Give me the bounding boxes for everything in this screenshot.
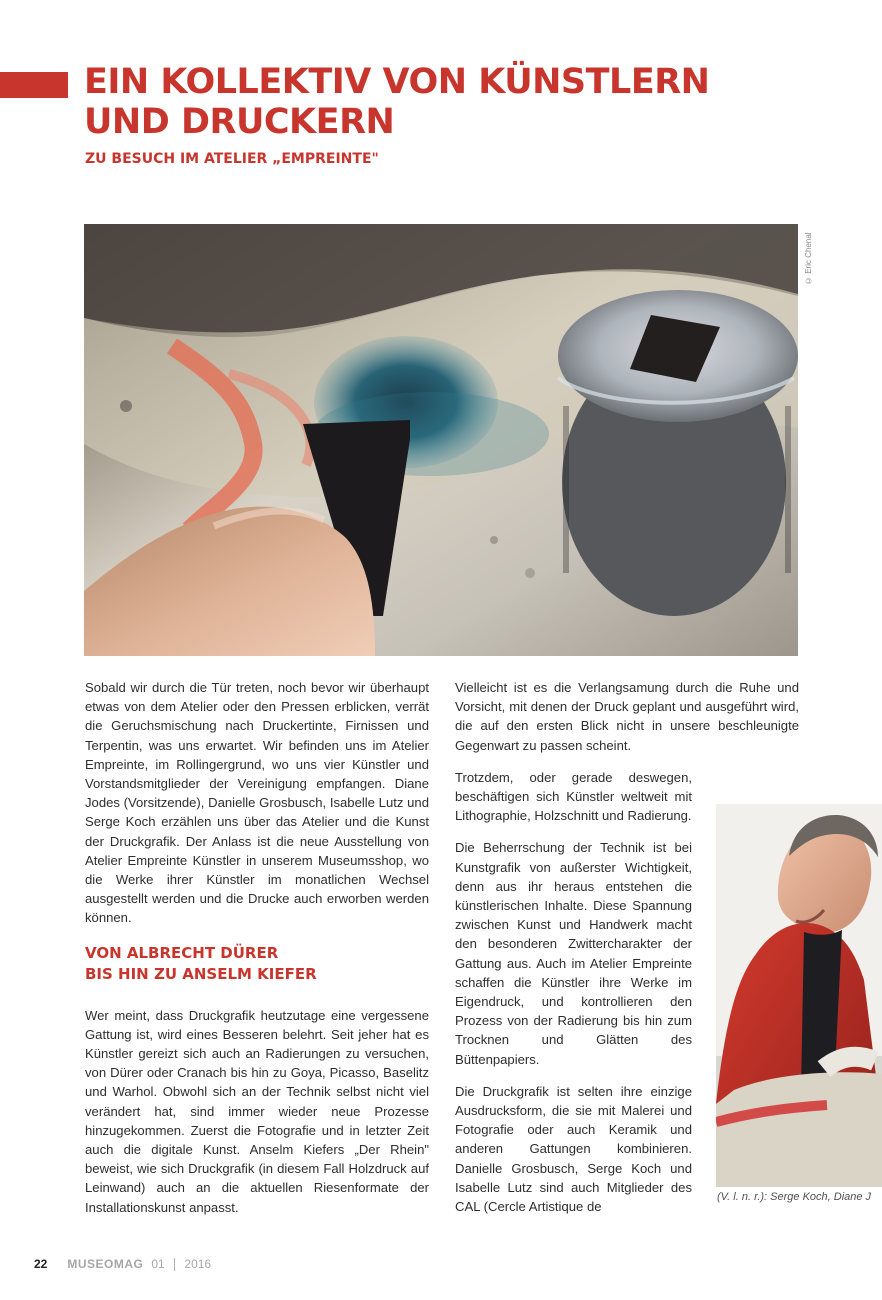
article-paragraph-2: Wer meint, dass Druckgrafik heutzutage eine vergessene Gattung ist, wird eines Besseren belehrt. Seit jeher hat es Künstler gereizt sich auch an Radierungen zu versuchen, von Dürer oder Cranach bis hin zu Goya, Picasso, Baselitz und Warhol. Obwohl sich an der Technik selbst nicht viel verändert hat, sind immer wieder neue Prozesse hinzugekommen. Zuerst die Fotografie und in letzter Zeit auch die digitale Kunst. Anselm Kiefers „Der Rhein" beweist, wie sich Druckgrafik (in diesem Fall Holzdruck auf Leinwand) auch an die aktuellen Riesenformate der Installationskunst anpasst.: [85, 1007, 429, 1215]
article-column-right-paragraph-1: Trotzdem, oder gerade deswegen, beschäftigen sich Künstler weltweit mit Lithographie, Holzschnitt und Radierung.: [455, 769, 692, 824]
ink-speck-2: [490, 536, 498, 544]
article-intro-paragraph: Sobald wir durch die Tür treten, noch bevor wir überhaupt etwas von dem Atelier oder den Pressen erblicken, verrät die Geruchsmischung nach Druckertinte, Firnissen und Terpentin, was uns erwartet. Wir befinden uns im Atelier Empreinte, im Rollingergrund, wo uns vier Künstler und Vorstandsmitglieder der Vereinigung empfangen. Diane Jodes (Vorsitzende), Danielle Grosbusch, Isabelle Lutz und Serge Koch erzählen uns über das Atelier und die Kunst der Druckgrafik. Der Anlass ist die neue Ausstellung von Atelier Empreinte Künstler in unserem Museumsshop, wo die Werke ihrer Künstler im monatlichen Wechsel ausgestellt werden und die Drucke auch erworben werden können.: [85, 680, 429, 926]
page-subtitle: ZU BESUCH IM ATELIER „EMPREINTE": [85, 151, 379, 167]
article-column-right-paragraph-3: Die Druckgrafik ist selten ihre einzige Ausdrucksform, die sie mit Malerei und Fotografie oder auch Keramik und anderen Gattungen kombinieren. Danielle Grosbusch, Serge Koch und Isabelle Lutz sind auch Mitglieder des CAL (Cercle Artistique de: [455, 1083, 692, 1215]
page-footer: [34, 1257, 211, 1271]
article-column-right-intro: Vielleicht ist es die Verlangsamung durch die Ruhe und Vorsicht, mit denen der Druck geplant und ausgeführt wird, die auf den ersten Blick nicht in unsere beschleunigte Gegenwart zu passen scheint.: [455, 680, 799, 753]
issue-number: 01: [151, 1257, 165, 1271]
photo-credit: © Eric Chenal: [804, 232, 813, 286]
title-line-2: UND DRUCKERN: [84, 102, 395, 142]
issue-label: [151, 1257, 211, 1271]
hero-photo: [84, 224, 798, 656]
ink-speck-1: [120, 400, 132, 412]
portrait-photo-artwork: [716, 804, 882, 1187]
page-title: [84, 62, 844, 142]
article-column-right-paragraph-2: Die Beherrschung der Technik ist bei Kunstgrafik von außerster Wichtigkeit, denn aus ihr heraus entstehen die künstlerischen Inhalte. Diese Spannung zwischen Kunst und Handwerk macht den besonderen Zwittercharakter der Gattung aus. Auch im Atelier Empreinte schaffen die Künstler ihre Werke im Eigendruck, und kontrollieren den Prozess von der Radierung bis hin zum Trocknen und Glätten des Büttenpapiers.: [455, 840, 692, 1067]
issue-separator: [174, 1258, 175, 1271]
article-subheading-line-1: VON ALBRECHT DÜRER: [85, 943, 279, 962]
portrait-photo: [716, 804, 882, 1187]
issue-year: 2016: [184, 1257, 212, 1271]
portrait-caption: (V. l. n. r.): Serge Koch, Diane J: [717, 1191, 872, 1203]
title-line-1: EIN KOLLEKTIV VON KÜNSTLERN: [84, 62, 710, 102]
article-subheading-line-2: BIS HIN ZU ANSELM KIEFER: [85, 964, 317, 983]
title-accent-bar: [0, 72, 68, 98]
white-cloth: [824, 1057, 875, 1069]
paper-bundle: [716, 1072, 882, 1187]
article-subheading: [85, 943, 429, 985]
page-number: 22: [34, 1257, 48, 1272]
hero-photo-artwork: [84, 224, 798, 656]
ink-speck-3: [525, 568, 535, 578]
magazine-name: MUSEOMAG: [67, 1257, 144, 1272]
article-column-left: [85, 678, 429, 1230]
